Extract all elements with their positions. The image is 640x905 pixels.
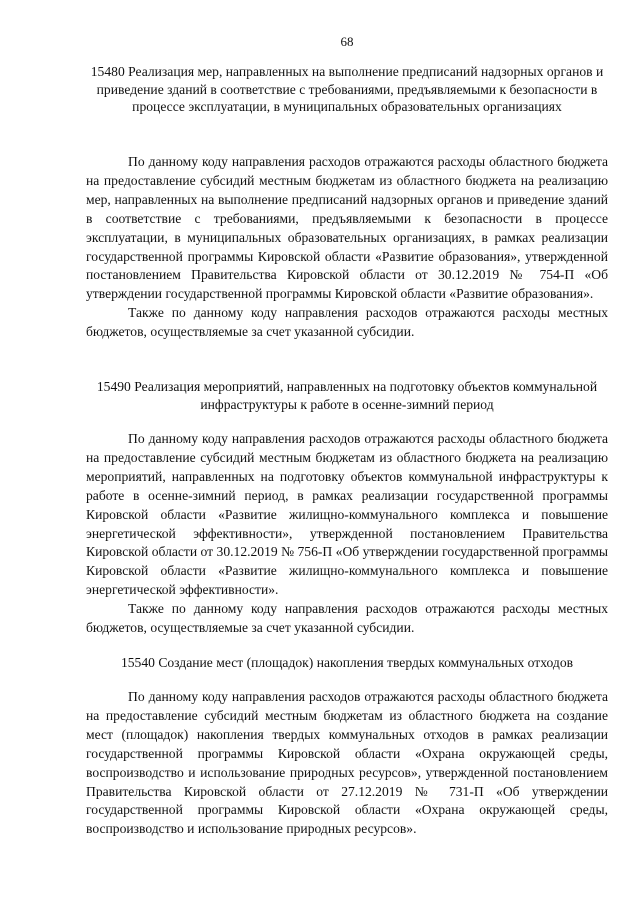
page-number: 68 (340, 34, 354, 49)
section-heading-15490: 15490 Реализация мероприятий, направленных на подготовку объектов коммунальной инфраструктуры к работе в осенне-зимний период (96, 379, 598, 412)
paragraph: По данному коду направления расходов отражаются расходы областного бюджета на предоставление субсидий местным бюджетам из областного бюджета на реализацию мероприятий, направленных на подготовку объектов коммунальной инфраструктуры к работе в осенне-зимний период, в рамках реализации государственной программы Кировской области «Развитие жилищно-коммунального комплекса и повышение энергетической эффективности», утвержденной постановлением Правительства Кировской области от 30.12.2019 № 756-П «Об утверждении государственной программы Кировской области «Развитие жилищно-коммунального комплекса и повышение энергетической эффективности». (86, 431, 608, 598)
paragraph: Также по данному коду направления расходов отражаются расходы местных бюджетов, осуществляемые за счет указанной субсидии. (86, 305, 608, 340)
section-heading-15480: 15480 Реализация мер, направленных на выполнение предписаний надзорных органов и приведение зданий в соответствие с требованиями, предъявляемыми к безопасности в процессе эксплуатации, в муниципальных образовательных организациях (90, 64, 604, 115)
paragraph: Также по данному коду направления расходов отражаются расходы местных бюджетов, осуществляемые за счет указанной субсидии. (86, 601, 608, 636)
section-body-15480 (86, 153, 608, 342)
paragraph: По данному коду направления расходов отражаются расходы областного бюджета на предоставление субсидий местным бюджетам из областного бюджета на реализацию мер, направленных на выполнение предписаний надзорных органов и приведение зданий в соответствие с требованиями, предъявляемыми к безопасности в процессе эксплуатации, в муниципальных образовательных организациях, в рамках реализации государственной программы Кировской области «Развитие образования», утвержденной постановлением Правительства Кировской области от 30.12.2019 № 754-П «Об утверждении государственной программы Кировской области «Развитие образования». (86, 154, 608, 302)
paragraph: По данному коду направления расходов отражаются расходы областного бюджета на предоставление субсидий местным бюджетам из областного бюджета на создание мест (площадок) накопления твердых коммунальных отходов в рамках реализации государственной программы Кировской области «Охрана окружающей среды, воспроизводство и использование природных ресурсов», утвержденной постановлением Правительства Кировской области от 27.12.2019 № 731-П «Об утверждении государственной программы Кировской области «Охрана окружающей среды, воспроизводство и использование природных ресурсов». (86, 689, 608, 837)
section-heading-15540: 15540 Создание мест (площадок) накопления твердых коммунальных отходов (120, 655, 574, 670)
section-body-15490 (86, 430, 608, 638)
section-body-15540 (86, 688, 608, 839)
